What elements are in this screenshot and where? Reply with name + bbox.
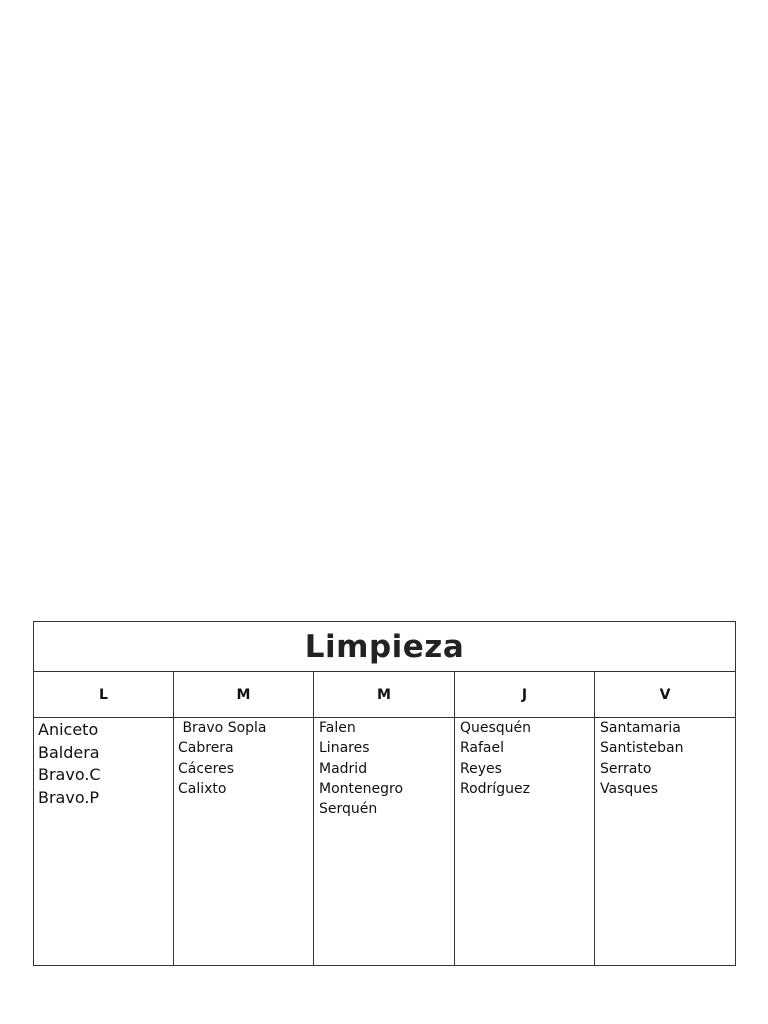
list-item: Rafael [460,740,505,757]
names-cell-friday [595,718,736,966]
list-item: Santamaria [600,720,681,736]
names-list-tuesday [174,718,313,799]
names-list-friday [595,718,735,799]
list-item: Serrato [600,760,652,777]
names-row [34,718,736,966]
list-item: Calixto [178,780,227,797]
list-item: Aniceto [38,720,99,739]
list-item: Cáceres [178,760,235,777]
day-header-tuesday: M [174,672,314,718]
list-item: Bravo.P [38,787,100,807]
names-list-wednesday [314,718,454,819]
day-header-friday: V [595,672,736,718]
day-header-thursday: J [455,672,595,718]
title-row [34,622,736,672]
list-item: Baldera [38,742,100,762]
list-item: Linares [319,740,370,757]
names-list-thursday [455,718,594,799]
list-item: Bravo.C [38,765,101,785]
names-cell-thursday [455,718,595,966]
list-item: Vasques [600,780,659,797]
list-item: Serquén [319,801,378,818]
list-item: Bravo Sopla [178,720,267,736]
names-list-monday [34,718,173,809]
day-header-monday: L [34,672,174,718]
names-cell-monday [34,718,174,966]
cleaning-schedule-table [33,621,736,966]
day-header-wednesday: M [314,672,455,718]
list-item: Madrid [319,760,368,777]
title-cell [34,622,736,672]
list-item: Falen [319,720,356,736]
names-cell-tuesday [174,718,314,966]
days-row [34,672,736,718]
names-cell-wednesday [314,718,455,966]
document-title: Limpieza [304,628,465,665]
list-item: Cabrera [178,740,234,757]
list-item: Montenegro [319,780,404,797]
list-item: Santisteban [600,740,684,757]
list-item: Reyes [460,760,502,777]
list-item: Quesquén [460,720,532,736]
list-item: Rodríguez [460,780,530,797]
